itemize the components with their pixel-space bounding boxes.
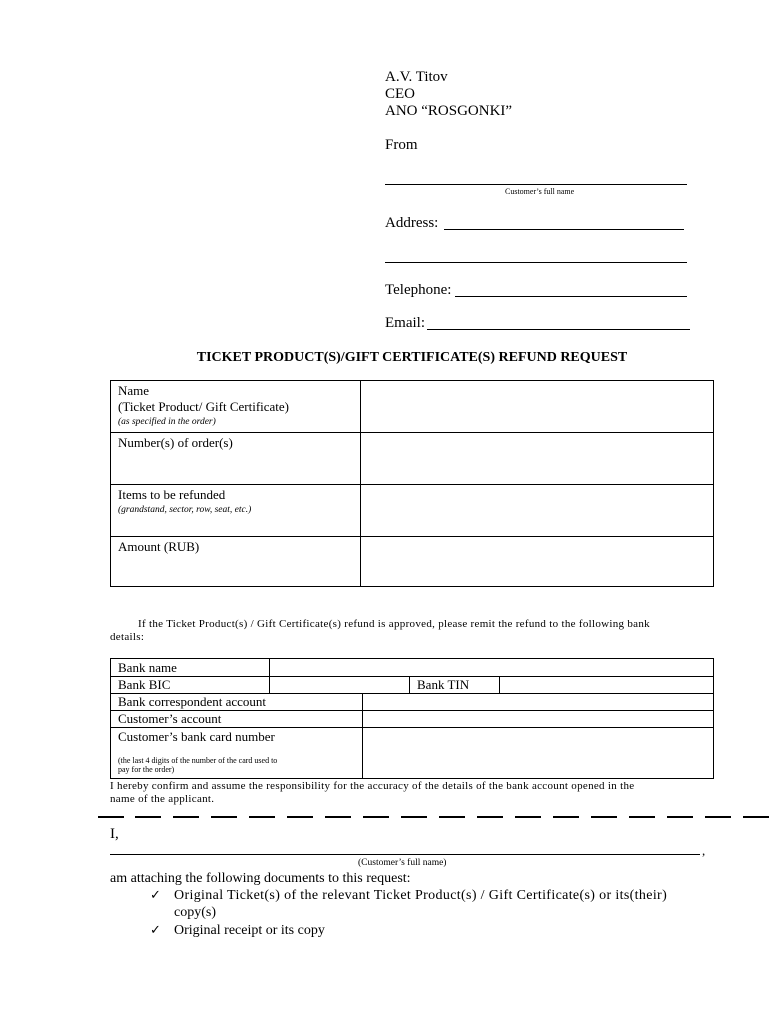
addressee-position: CEO	[385, 86, 415, 102]
attaching-text: am attaching the following documents to this request:	[110, 871, 411, 886]
bank-tin-value[interactable]	[500, 676, 713, 693]
bank-tin-label: Bank TIN	[417, 677, 470, 692]
order-numbers-value-cell[interactable]	[361, 433, 713, 484]
correspondent-account-label: Bank correspondent account	[118, 694, 267, 709]
bank-intro-line-1: If the Ticket Product(s) / Gift Certificate(s) refund is approved, please remit the refund to the following bank	[138, 618, 650, 630]
telephone-label: Telephone:	[385, 282, 452, 298]
telephone-line[interactable]	[455, 296, 687, 297]
form-title: TICKET PRODUCT(S)/GIFT CERTIFICATE(S) REFUND REQUEST	[196, 350, 628, 365]
card-number-note: (the last 4 digits of the number of the card used to pay for the order)	[118, 756, 278, 774]
document-item-1: ✓ Original Ticket(s) of the relevant Ticket Product(s) / Gift Certificate(s) or its(their) copy(s)	[150, 888, 668, 920]
from-label: From	[385, 137, 418, 153]
declaration-comma: ,	[702, 843, 706, 858]
bank-bic-label: Bank BIC	[118, 677, 171, 692]
declaration-name-caption: (Customer’s full name)	[358, 858, 447, 868]
bank-details-table	[110, 658, 714, 779]
customer-name-caption: Customer’s full name	[505, 187, 575, 196]
addressee-name: A.V. Titov	[385, 69, 448, 85]
declaration-i-label: I,	[110, 826, 119, 842]
name-value-cell[interactable]	[361, 381, 713, 432]
address-label: Address:	[385, 215, 439, 231]
amount-value-cell[interactable]	[361, 537, 713, 586]
checkmark-icon: ✓	[150, 888, 161, 903]
order-details-table	[110, 380, 714, 587]
address-line-1[interactable]	[444, 229, 684, 230]
correspondent-account-value[interactable]	[363, 693, 713, 710]
addressee-company: ANO “ROSGONKI”	[385, 103, 513, 119]
bank-bic-value[interactable]	[270, 676, 408, 693]
bank-name-value[interactable]	[270, 659, 713, 676]
email-label: Email:	[385, 315, 425, 331]
bank-intro-line-2: details:	[110, 631, 145, 643]
customer-name-line[interactable]	[385, 184, 687, 185]
email-line[interactable]	[427, 329, 690, 330]
items-value-cell[interactable]	[361, 485, 713, 536]
table-row-order-numbers: Number(s) of order(s)	[118, 435, 233, 450]
table-row-amount: Amount (RUB)	[118, 539, 200, 554]
table-row-items: Items to be refunded (grandstand, sector, row, seat, etc.)	[118, 487, 252, 515]
card-number-label: Customer’s bank card number	[118, 729, 275, 744]
checkmark-icon: ✓	[150, 923, 161, 938]
confirmation-line-1: I hereby confirm and assume the responsibility for the accuracy of the details of the bank account opened in the	[110, 780, 635, 792]
customer-account-label: Customer’s account	[118, 711, 222, 726]
bank-name-label: Bank name	[118, 660, 177, 675]
address-line-2[interactable]	[385, 262, 687, 263]
table-row-name: Name (Ticket Product/ Gift Certificate) (as specified in the order)	[118, 383, 290, 427]
confirmation-line-2: name of the applicant.	[110, 793, 215, 805]
card-number-value[interactable]	[363, 727, 713, 778]
customer-account-value[interactable]	[363, 710, 713, 727]
declaration-name-line[interactable]	[110, 854, 700, 855]
document-item-2: ✓ Original receipt or its copy	[150, 923, 325, 938]
